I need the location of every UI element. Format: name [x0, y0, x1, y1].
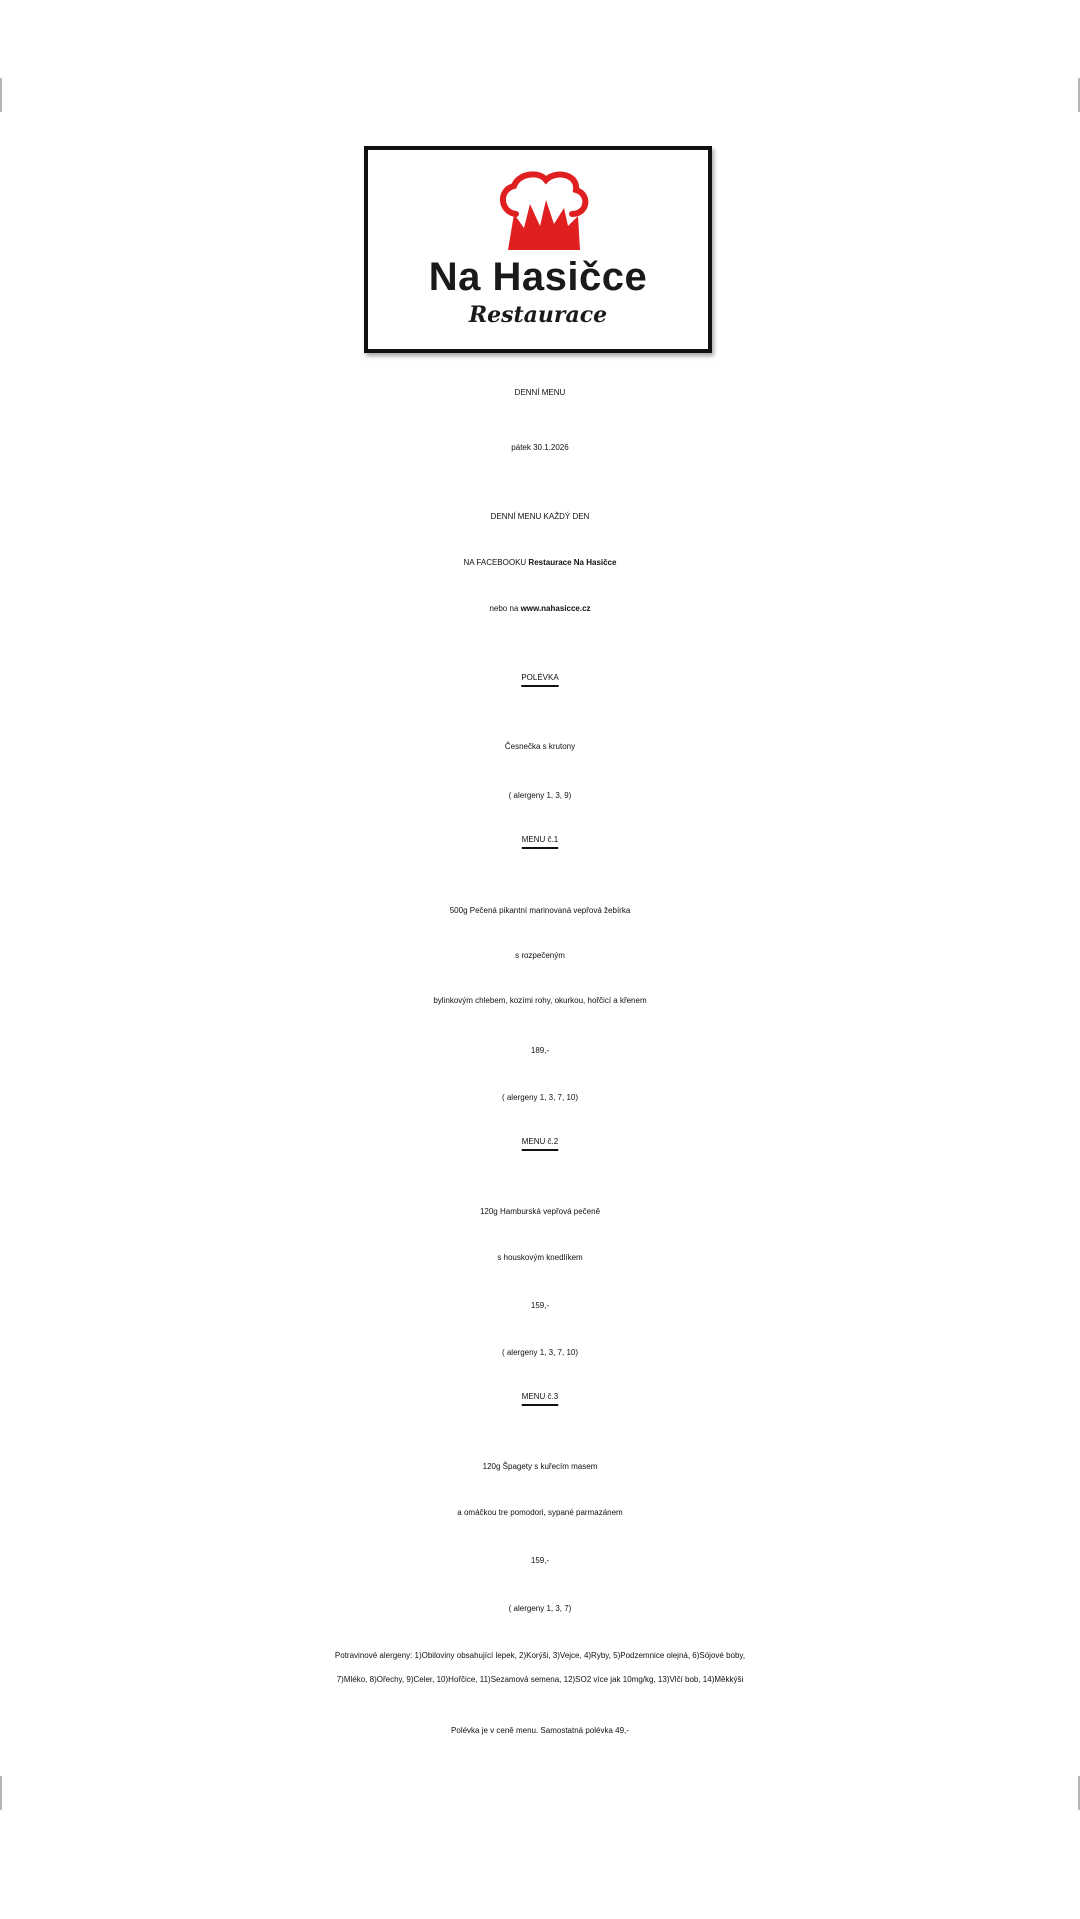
info-web-prefix: nebo na — [489, 604, 521, 613]
info-line-1: DENNÍ MENU KAŽDÝ DEN — [490, 512, 590, 521]
logo-name: Na Hasičce — [428, 255, 648, 299]
chef-hat-icon — [494, 170, 594, 252]
corner-mark-bottom-left — [0, 1776, 2, 1810]
logo-subtitle: Restaurace — [468, 302, 608, 328]
menu-1-heading: MENU č.1 — [521, 835, 559, 844]
menu-3-allergens: ( alergeny 1, 3, 7) — [508, 1604, 572, 1613]
menu-1-allergens: ( alergeny 1, 3, 7, 10) — [501, 1093, 579, 1102]
restaurant-logo — [364, 146, 712, 353]
menu-2-price: 159,- — [530, 1301, 550, 1310]
info-line-2 — [0, 558, 1080, 567]
menu-1-line-3: bylinkovým chlebem, kozími rohy, okurkou, hořčicí a křenem — [433, 996, 647, 1005]
allergen-legend-line-2: 7)Mléko, 8)Ořechy, 9)Celer, 10)Hořčice, 11)Sezamová semena, 12)SO2 více jak 10mg/kg, 13)Vlčí bob, 14)Měkkýši — [336, 1675, 744, 1684]
website-link[interactable]: www.nahasicce.cz — [520, 604, 591, 613]
menu-2-line-1: 120g Hamburská vepřová pečeně — [479, 1207, 601, 1216]
soup-name: Česnečka s krutony — [504, 742, 576, 751]
menu-2-line-2: s houskovým knedlíkem — [497, 1253, 583, 1262]
menu-1-price: 189,- — [530, 1046, 550, 1055]
page-title: DENNÍ MENU — [514, 388, 566, 397]
soup-allergens: ( alergeny 1, 3, 9) — [508, 791, 572, 800]
corner-mark-top-left — [0, 78, 2, 112]
allergen-legend-line-1: Potravinové alergeny: 1)Obiloviny obsahující lepek, 2)Korýši, 3)Vejce, 4)Ryby, 5)Podzemnice olejná, 6)Sójové boby, — [334, 1651, 746, 1660]
info-facebook-prefix: NA FACEBOOKU — [463, 558, 529, 567]
menu-2-heading: MENU č.2 — [521, 1137, 559, 1146]
menu-3-price: 159,- — [530, 1556, 550, 1565]
menu-1-line-1: 500g Pečená pikantní marinovaná vepřová žebírka — [449, 906, 631, 915]
menu-3-line-2: a omáčkou tre pomodori, sypané parmazánem — [457, 1508, 623, 1517]
soup-price-note: Polévka je v ceně menu. Samostatná polévka 49,- — [451, 1726, 629, 1735]
menu-date: pátek 30.1.2026 — [511, 443, 569, 452]
menu-3-heading: MENU č.3 — [521, 1392, 559, 1401]
menu-2-allergens: ( alergeny 1, 3, 7, 10) — [501, 1348, 579, 1357]
info-line-3 — [0, 604, 1080, 613]
soup-heading: POLÉVKA — [521, 673, 559, 682]
menu-3-line-1: 120g Špagety s kuřecím masem — [482, 1462, 598, 1471]
menu-1-line-2: s rozpečeným — [515, 951, 565, 960]
facebook-page-name: Restaurace Na Hasičce — [528, 558, 617, 567]
